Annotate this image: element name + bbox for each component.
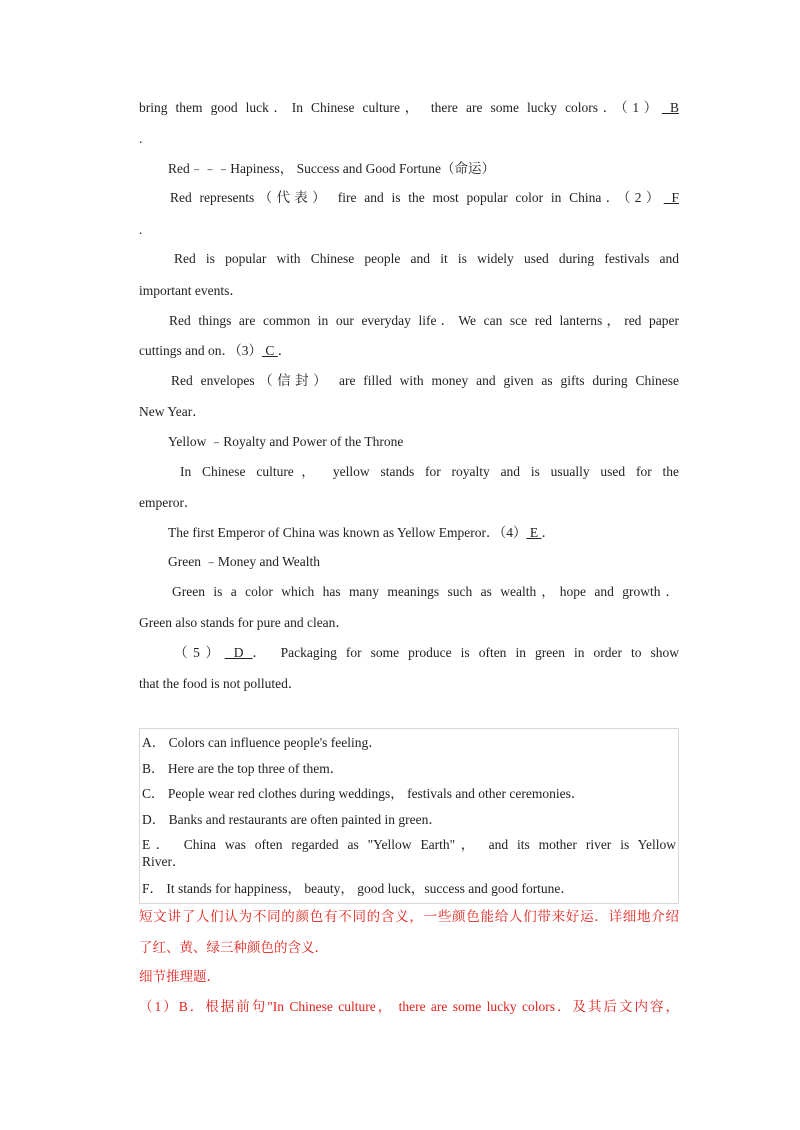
passage-line: Red envelopes（信封） are filled with money and given as gifts during Chinese — [171, 373, 679, 388]
passage-line: In Chinese culture， yellow stands for royalty and is usually used for the — [180, 464, 679, 479]
passage-line: important events． — [139, 283, 243, 298]
green-heading: Green ﹣Money and Wealth — [168, 554, 320, 569]
answer-5: D — [224, 645, 253, 660]
answer-4: E — [526, 525, 542, 540]
passage-line: （5） D ． Packaging for some produce is often in green in order to show — [174, 645, 680, 660]
option-b: B． Here are the top three of them． — [142, 761, 344, 776]
passage-line: New Year． — [139, 404, 206, 419]
passage-line: Green is a color which has many meanings such as wealth，hope and growth． — [172, 584, 679, 599]
passage-dot: . — [139, 131, 143, 146]
analysis-line: （1）B．根据前句"In Chinese culture， there are some lucky colors．及其后文内容， — [139, 999, 679, 1014]
passage-line: cuttings and on．（3） C ． — [139, 343, 292, 358]
passage-line: that the food is not polluted． — [139, 676, 302, 691]
option-e: E． China was often regarded as "Yellow Earth"， and its mother river is Yellow — [142, 837, 676, 852]
analysis-line: 了红、黄、绿三种颜色的含义． — [139, 940, 328, 955]
passage-line: Red things are common in our everyday life．We can sce red lanterns，red paper — [169, 313, 679, 328]
passage-dot: . — [139, 222, 143, 237]
yellow-heading: Yellow ﹣Royalty and Power of the Throne — [168, 434, 404, 449]
option-a: A． Colors can influence people's feeling． — [142, 735, 382, 750]
red-heading: Red﹣﹣﹣Hapiness， Success and Good Fortune（命运） — [168, 161, 495, 176]
passage-line: Red is popular with Chinese people and it is widely used during festivals and — [174, 251, 679, 266]
analysis-line: 短文讲了人们认为不同的颜色有不同的含义，一些颜色能给人们带来好运．详细地介绍 — [139, 909, 679, 924]
passage-line: The first Emperor of China was known as Yellow Emperor．（4） E ． — [168, 525, 555, 540]
passage-line: emperor． — [139, 495, 198, 510]
passage-line: bring them good luck．In Chinese culture， there are some lucky colors．（1） B — [139, 100, 679, 115]
answer-3: C — [262, 343, 278, 358]
answer-2: F — [663, 190, 679, 205]
passage-line: Green also stands for pure and clean． — [139, 615, 349, 630]
option-e-cont: River． — [142, 854, 186, 869]
options-box — [139, 728, 679, 904]
option-c: C． People wear red clothes during weddings， festivals and other ceremonies． — [142, 786, 585, 801]
answer-1: B — [661, 100, 679, 115]
passage-line: Red represents（代表） fire and is the most popular color in China．（2） F — [170, 190, 679, 205]
option-d: D． Banks and restaurants are often painted in green． — [142, 812, 442, 827]
option-f: F． It stands for happiness， beauty， good luck，success and good fortune． — [142, 881, 574, 896]
analysis-line: 细节推理题． — [139, 969, 220, 984]
